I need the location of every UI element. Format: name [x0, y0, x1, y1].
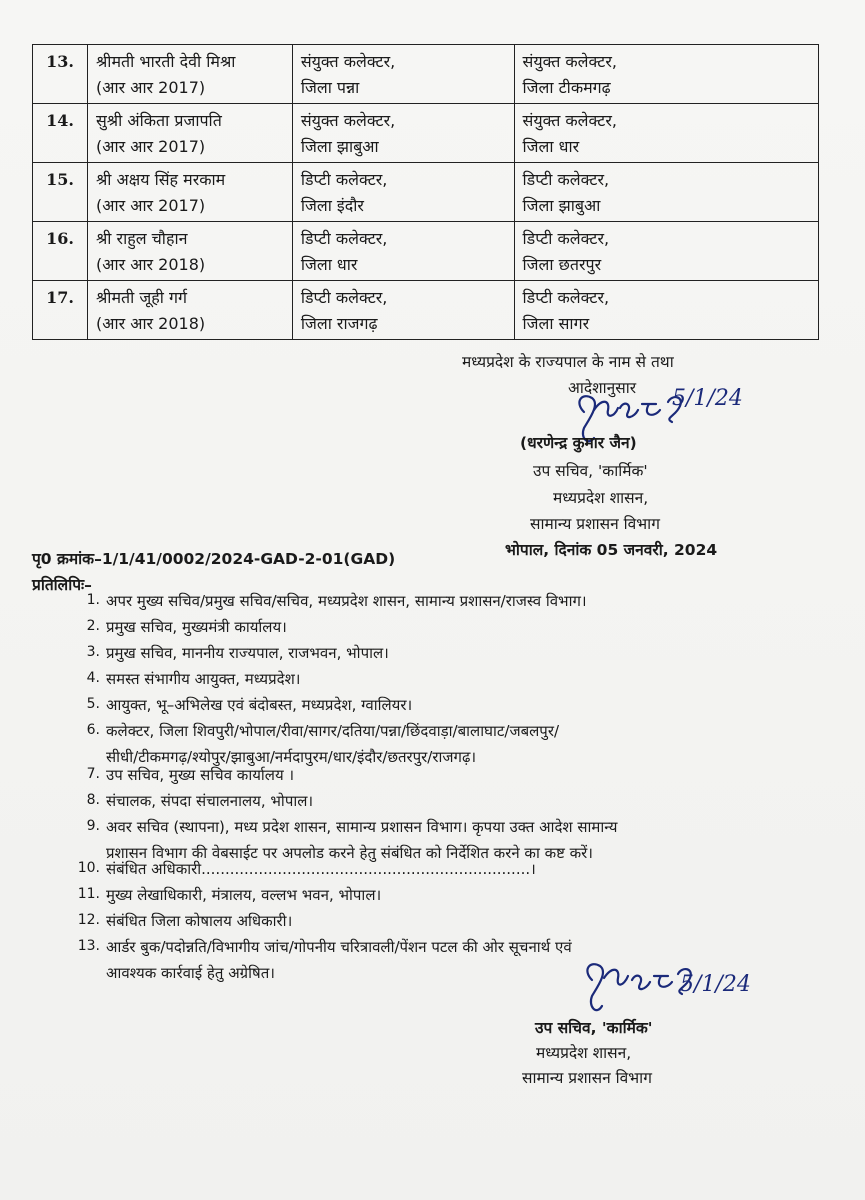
- new-posting: [514, 104, 818, 163]
- copy-heading: प्रतिलिपिः–: [32, 576, 92, 594]
- table-row: [33, 281, 819, 340]
- current-posting-line-2: जिला धार: [300, 255, 358, 274]
- copy-item-line: प्रशासन विभाग की वेबसाईट पर अपलोड करने हेतु संबंधित को निर्देशित करने का कष्ट करें।: [106, 844, 593, 862]
- new-posting: [514, 163, 818, 222]
- copy-item-number: 7.: [86, 766, 100, 782]
- new-posting-line-2: जिला छतरपुर: [522, 255, 602, 274]
- serial-number-line-1: 16.: [46, 229, 74, 248]
- copy-item-text: [106, 666, 816, 692]
- copy-item-text: [106, 882, 816, 908]
- current-posting: [292, 281, 514, 340]
- current-posting-line-2: जिला पन्ना: [300, 78, 360, 97]
- current-posting: [292, 104, 514, 163]
- officer-name-line-1: श्री अक्षय सिंह मरकाम: [95, 170, 226, 189]
- copy-item-number: 5.: [86, 696, 100, 712]
- current-posting-line-2: जिला राजगढ़: [300, 314, 378, 333]
- signatory-name: (धरणेन्द्र कुमार जैन): [520, 434, 637, 452]
- copy-item-line: अपर मुख्य सचिव/प्रमुख सचिव/सचिव, मध्यप्रदेश शासन, सामान्य प्रशासन/राजस्व विभाग।: [106, 592, 587, 610]
- officer-name-line-2: (आर आर 2017): [95, 196, 206, 215]
- copy-item-number: 6.: [86, 722, 100, 738]
- new-posting: [514, 45, 818, 104]
- officer-name-line-2: (आर आर 2017): [95, 78, 206, 97]
- copy-item-text: [106, 588, 816, 614]
- copy-item-number: 8.: [86, 792, 100, 808]
- current-posting-line-1: डिप्टी कलेक्टर,: [300, 288, 388, 307]
- current-posting: [292, 163, 514, 222]
- officer-name-line-1: श्रीमती भारती देवी मिश्रा: [95, 52, 236, 71]
- officer-name-line-2: (आर आर 2018): [95, 255, 206, 274]
- copy-item-line: संचालक, संपदा संचालनालय, भोपाल।: [106, 792, 314, 810]
- current-posting: [292, 222, 514, 281]
- copy-item-line: प्रमुख सचिव, मुख्यमंत्री कार्यालय।: [106, 618, 287, 636]
- new-posting-line-1: डिप्टी कलेक्टर,: [522, 229, 610, 248]
- copy-item-text: [106, 856, 816, 882]
- reference-number: पृ0 क्रमांक–1/1/41/0002/2024-GAD-2-01(GAD): [32, 550, 396, 568]
- new-posting-line-1: डिप्टी कलेक्टर,: [522, 288, 610, 307]
- copy-item-line: अवर सचिव (स्थापना), मध्य प्रदेश शासन, सामान्य प्रशासन विभाग। कृपया उक्त आदेश सामान्य: [106, 818, 618, 836]
- officer-name: [87, 104, 292, 163]
- current-posting-line-1: डिप्टी कलेक्टर,: [300, 229, 388, 248]
- table-row: [33, 45, 819, 104]
- copy-item-line: कलेक्टर, जिला शिवपुरी/भोपाल/रीवा/सागर/दतिया/पन्ना/छिंदवाड़ा/बालाघाट/जबलपुर/: [106, 722, 560, 740]
- copy-item-text: [106, 788, 816, 814]
- signature-date-1: 5/1/24: [672, 386, 743, 411]
- officer-name-line-1: श्रीमती जूही गर्ग: [95, 288, 187, 307]
- new-posting: [514, 281, 818, 340]
- copy-item-line: आयुक्त, भू–अभिलेख एवं बंदोबस्त, मध्यप्रदेश, ग्वालियर।: [106, 696, 413, 714]
- new-posting-line-2: जिला झाबुआ: [522, 196, 601, 215]
- signatory-dept: सामान्य प्रशासन विभाग: [530, 515, 660, 533]
- copy-item-number: 12.: [77, 912, 100, 928]
- table-row: [33, 222, 819, 281]
- footer-dept: सामान्य प्रशासन विभाग: [522, 1069, 652, 1087]
- order-line-2: आदेशानुसार: [568, 379, 637, 397]
- serial-number: [33, 222, 88, 281]
- signature-date-2: 5/1/24: [680, 972, 751, 997]
- copy-item-line: प्रमुख सचिव, माननीय राज्यपाल, राजभवन, भोपाल।: [106, 644, 389, 662]
- officer-name-line-2: (आर आर 2017): [95, 137, 206, 156]
- signatory-govt: मध्यप्रदेश शासन,: [553, 489, 649, 507]
- new-posting-line-2: जिला धार: [522, 137, 580, 156]
- officer-name-line-1: सुश्री अंकिता प्रजापति: [95, 111, 222, 130]
- order-line-1: मध्यप्रदेश के राज्यपाल के नाम से तथा: [462, 353, 674, 371]
- footer-govt: मध्यप्रदेश शासन,: [536, 1044, 632, 1062]
- serial-number-line-1: 14.: [46, 111, 74, 130]
- copy-item-text: [106, 640, 816, 666]
- copy-item-number: 9.: [86, 818, 100, 834]
- copy-item-text: [106, 762, 816, 788]
- table-row: [33, 163, 819, 222]
- copy-item-number: 2.: [86, 618, 100, 634]
- new-posting-line-1: संयुक्त कलेक्टर,: [522, 111, 617, 130]
- serial-number: [33, 163, 88, 222]
- place-date: भोपाल, दिनांक 05 जनवरी, 2024: [505, 541, 718, 559]
- copy-item-line: उप सचिव, मुख्य सचिव कार्यालय ।: [106, 766, 295, 784]
- copy-item-number: 4.: [86, 670, 100, 686]
- footer-designation: उप सचिव, 'कार्मिक': [535, 1019, 653, 1037]
- copy-item-line: संबंधित अधिकारी.....................................................................।: [106, 860, 536, 878]
- table-row: [33, 104, 819, 163]
- copy-item-line: आर्डर बुक/पदोन्नति/विभागीय जांच/गोपनीय चरित्रावली/पेंशन पटल की ओर सूचनार्थ एवं: [106, 938, 572, 956]
- officer-name-line-2: (आर आर 2018): [95, 314, 206, 333]
- signatory-designation: उप सचिव, 'कार्मिक': [533, 462, 648, 480]
- serial-number-line-1: 15.: [46, 170, 74, 189]
- copy-item-number: 10.: [77, 860, 100, 876]
- copy-item-number: 13.: [77, 938, 100, 954]
- officer-name-line-1: श्री राहुल चौहान: [95, 229, 188, 248]
- copy-item-text: [106, 614, 816, 640]
- current-posting-line-2: जिला इंदौर: [300, 196, 364, 215]
- serial-number: [33, 104, 88, 163]
- copy-item-number: 3.: [86, 644, 100, 660]
- new-posting: [514, 222, 818, 281]
- copy-item-line: सीधी/टीकमगढ़/श्योपुर/झाबुआ/नर्मदापुरम/धार/इंदौर/छतरपुर/राजगढ़।: [106, 748, 477, 766]
- officer-name: [87, 222, 292, 281]
- serial-number-line-1: 13.: [46, 52, 74, 71]
- current-posting-line-1: संयुक्त कलेक्टर,: [300, 52, 396, 71]
- postings-table: [32, 44, 819, 340]
- copy-item-line: आवश्यक कार्रवाई हेतु अग्रेषित।: [106, 964, 275, 982]
- new-posting-line-1: संयुक्त कलेक्टर,: [522, 52, 617, 71]
- serial-number: [33, 281, 88, 340]
- serial-number-line-1: 17.: [46, 288, 74, 307]
- copy-item-line: संबंधित जिला कोषालय अधिकारी।: [106, 912, 293, 930]
- copy-item-number: 1.: [86, 592, 100, 608]
- copy-item-number: 11.: [77, 886, 100, 902]
- copy-item-line: समस्त संभागीय आयुक्त, मध्यप्रदेश।: [106, 670, 301, 688]
- current-posting-line-2: जिला झाबुआ: [300, 137, 379, 156]
- current-posting-line-1: डिप्टी कलेक्टर,: [300, 170, 388, 189]
- officer-name: [87, 45, 292, 104]
- copy-item-text: [106, 692, 816, 718]
- officer-name: [87, 163, 292, 222]
- copy-item-text: [106, 908, 816, 934]
- new-posting-line-1: डिप्टी कलेक्टर,: [522, 170, 610, 189]
- current-posting-line-1: संयुक्त कलेक्टर,: [300, 111, 396, 130]
- new-posting-line-2: जिला टीकमगढ़: [522, 78, 611, 97]
- officer-name: [87, 281, 292, 340]
- new-posting-line-2: जिला सागर: [522, 314, 590, 333]
- copy-item-line: मुख्य लेखाधिकारी, मंत्रालय, वल्लभ भवन, भोपाल।: [106, 886, 382, 904]
- current-posting: [292, 45, 514, 104]
- serial-number: [33, 45, 88, 104]
